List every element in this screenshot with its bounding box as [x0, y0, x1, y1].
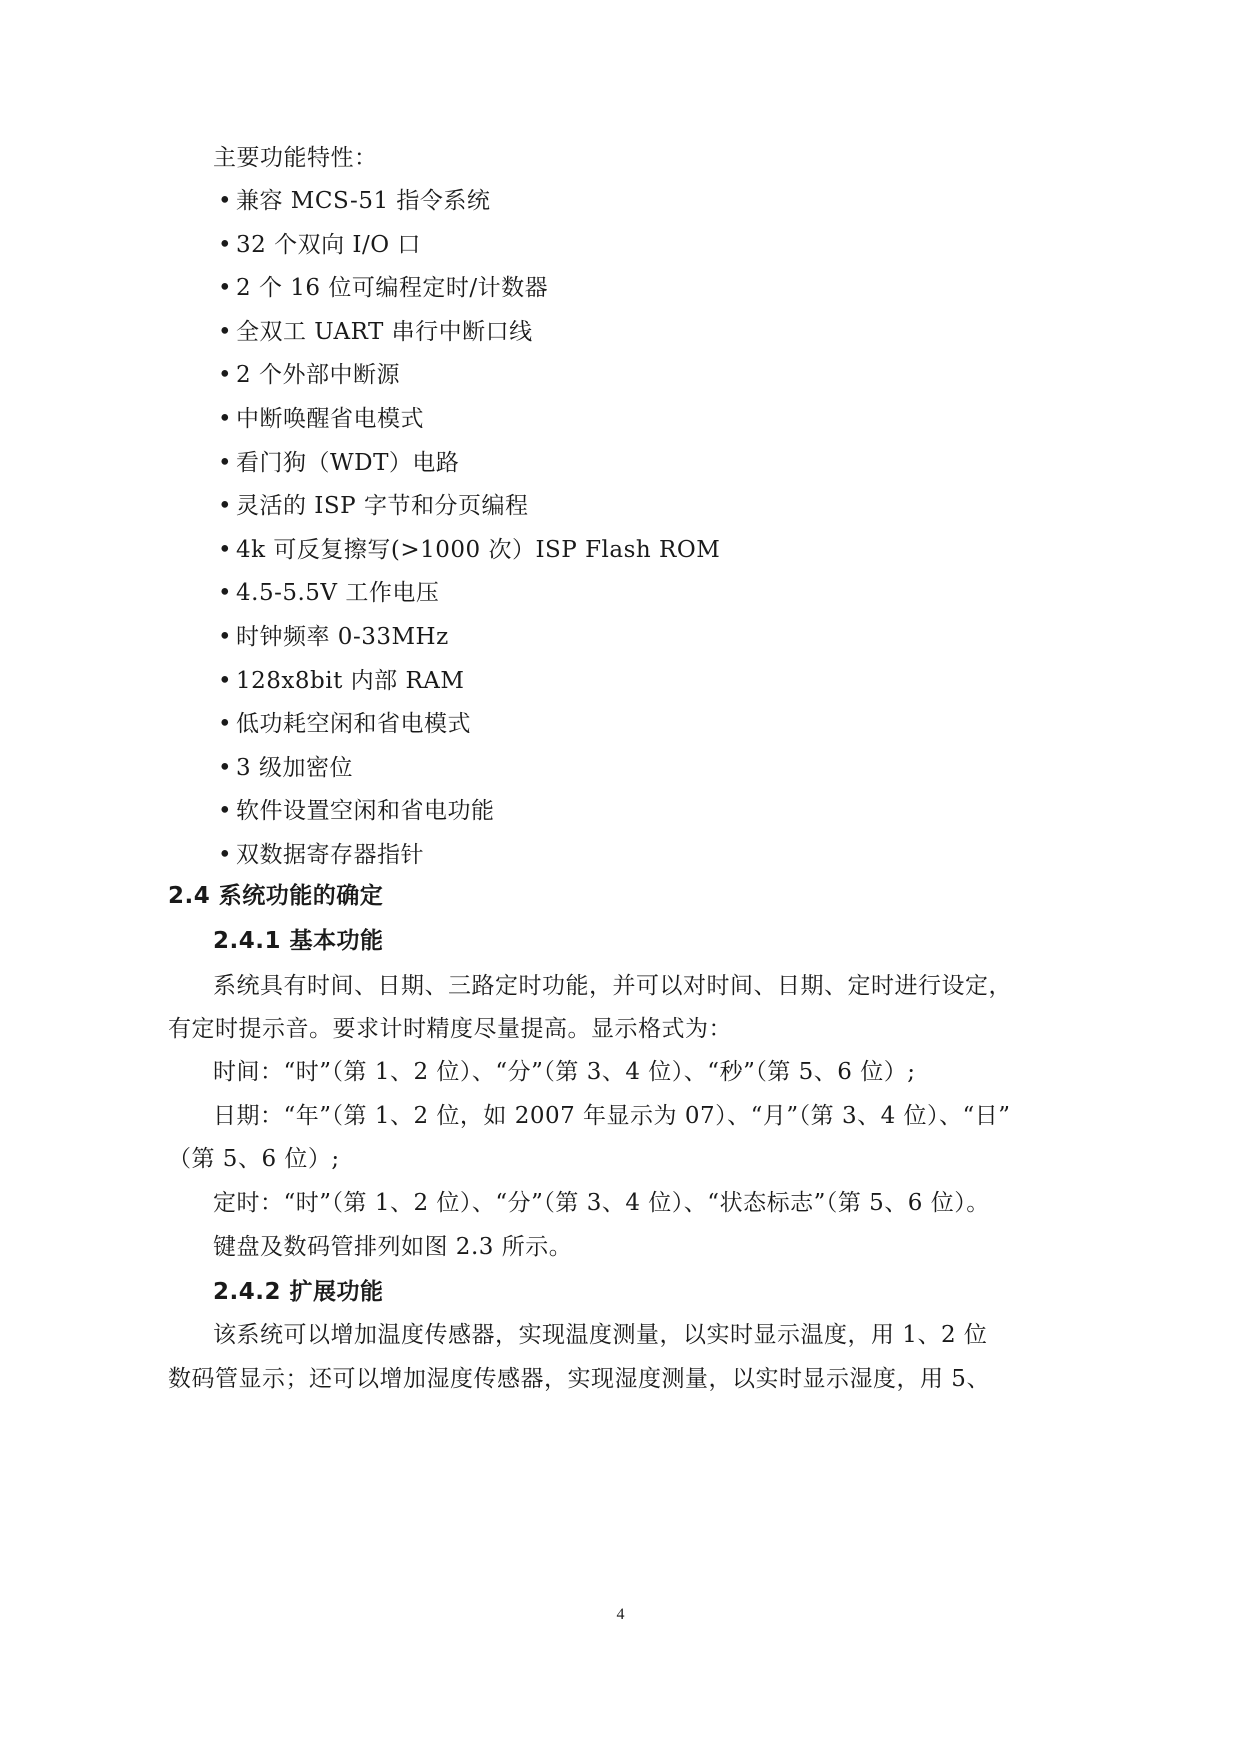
- feature-text: 灵活的 ISP 字节和分页编程: [236, 493, 529, 519]
- bullet-marker: •: [218, 798, 233, 824]
- feature-text: 4.5-5.5V 工作电压: [236, 580, 440, 606]
- feature-text: 双数据寄存器指针: [236, 842, 424, 868]
- feature-list-item: [218, 535, 720, 565]
- feature-list-item: [218, 666, 464, 696]
- feature-list-item: [218, 753, 353, 783]
- feature-text: 4k 可反复擦写(>1000 次）ISP Flash ROM: [236, 537, 721, 563]
- bullet-marker: •: [218, 842, 233, 868]
- feature-text: 中断唤醒省电模式: [236, 406, 424, 432]
- bullet-marker: •: [218, 668, 233, 694]
- feature-list-item: [218, 578, 439, 608]
- bullet-marker: •: [218, 450, 233, 476]
- bullet-marker: •: [218, 711, 233, 737]
- paragraph-line: 数码管显示；还可以增加湿度传感器，实现湿度测量，以实时显示湿度，用 5、: [168, 1366, 990, 1392]
- feature-list-item: [218, 317, 533, 347]
- bullet-marker: •: [218, 319, 233, 345]
- feature-list-item: [218, 230, 421, 260]
- feature-list-item: [218, 491, 528, 521]
- bullet-marker: •: [218, 580, 233, 606]
- feature-text: 2 个 16 位可编程定时/计数器: [236, 275, 549, 301]
- feature-text: 3 级加密位: [236, 755, 353, 781]
- feature-list-item: [218, 709, 471, 739]
- paragraph-line: 该系统可以增加温度传感器，实现温度测量，以实时显示温度，用 1、2 位: [213, 1322, 988, 1348]
- subsection-heading-extended: 2.4.2 扩展功能: [213, 1279, 384, 1305]
- bullet-marker: •: [218, 624, 233, 650]
- bullet-marker: •: [218, 406, 233, 432]
- paragraph-line: 有定时提示音。要求计时精度尽量提高。显示格式为：: [168, 1016, 732, 1042]
- feature-list-item: [218, 186, 490, 216]
- feature-text: 128x8bit 内部 RAM: [236, 668, 465, 694]
- feature-text: 看门狗（WDT）电路: [236, 450, 460, 476]
- timer-format-line: 定时：“时”（第 1、2 位）、“分”（第 3、4 位）、“状态标志”（第 5、6 位）。: [213, 1190, 990, 1216]
- feature-list-item: [218, 796, 495, 826]
- feature-text: 兼容 MCS-51 指令系统: [236, 188, 491, 214]
- bullet-marker: •: [218, 275, 233, 301]
- section-heading: 2.4 系统功能的确定: [168, 883, 384, 909]
- feature-list-item: [218, 404, 424, 434]
- feature-list-item: [218, 360, 400, 390]
- time-format-line: 时间：“时”（第 1、2 位）、“分”（第 3、4 位）、“秒”（第 5、6 位）;: [213, 1059, 916, 1085]
- feature-list-item: [218, 273, 548, 303]
- feature-text: 32 个双向 I/O 口: [236, 232, 421, 258]
- paragraph-line: 系统具有时间、日期、三路定时功能，并可以对时间、日期、定时进行设定，: [213, 973, 1012, 999]
- subsection-heading-basic: 2.4.1 基本功能: [213, 928, 384, 954]
- features-heading: 主要功能特性：: [213, 145, 378, 171]
- feature-text: 全双工 UART 串行中断口线: [236, 319, 533, 345]
- feature-text: 时钟频率 0-33MHz: [236, 624, 449, 650]
- feature-text: 低功耗空闲和省电模式: [236, 711, 471, 737]
- bullet-marker: •: [218, 362, 233, 388]
- feature-list-item: [218, 448, 459, 478]
- feature-list-item: [218, 840, 424, 870]
- page-number: 4: [616, 1606, 625, 1623]
- bullet-marker: •: [218, 232, 233, 258]
- keyboard-layout-line: 键盘及数码管排列如图 2.3 所示。: [213, 1234, 573, 1260]
- feature-text: 软件设置空闲和省电功能: [236, 798, 495, 824]
- bullet-marker: •: [218, 493, 233, 519]
- feature-text: 2 个外部中断源: [236, 362, 400, 388]
- bullet-marker: •: [218, 188, 233, 214]
- bullet-marker: •: [218, 755, 233, 781]
- bullet-marker: •: [218, 537, 233, 563]
- feature-list-item: [218, 622, 449, 652]
- date-format-line: 日期：“年”（第 1、2 位，如 2007 年显示为 07）、“月”（第 3、4 位）、“日”: [213, 1103, 1011, 1129]
- date-format-line: （第 5、6 位）;: [168, 1146, 340, 1172]
